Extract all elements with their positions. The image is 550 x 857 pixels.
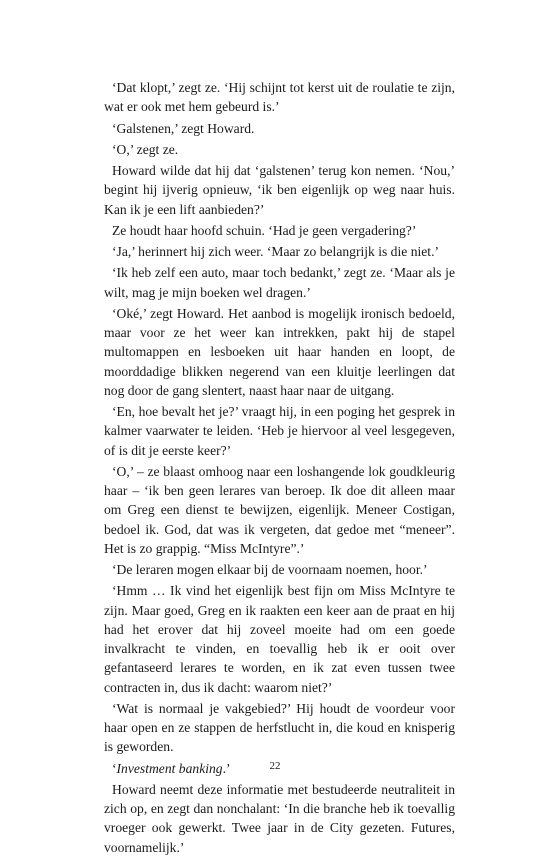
paragraph: ‘Ik heb zelf een auto, maar toch bedankt,’ zegt ze. ‘Maar als je wilt, mag je mijn boeken wel dragen.’: [104, 265, 455, 300]
paragraph: Ze houdt haar hoofd schuin. ‘Had je geen vergadering?’: [112, 222, 417, 238]
paragraph: ‘De leraren mogen elkaar bij de voornaam noemen, hoor.’: [112, 562, 428, 577]
paragraph: ‘Dat klopt,’ zegt ze. ‘Hij schijnt tot kerst uit de roulatie te zijn, wat er ook met hem gebeurd is.’: [104, 80, 455, 115]
paragraph-italic: ‘Investment banking.’: [112, 760, 231, 776]
paragraph: ‘En, hoe bevalt het je?’ vraagt hij, in een poging het gesprek in kalmer vaarwater te leiden. ‘Heb je hiervoor al veel lesgegeven, of is dit je eerste keer?’: [104, 404, 455, 458]
italic-phrase: Investment banking: [116, 760, 223, 776]
page-number: 22: [269, 760, 281, 772]
paragraph: ‘Ja,’ herinnert hij zich weer. ‘Maar zo belangrijk is die niet.’: [112, 244, 439, 259]
paragraph: Howard neemt deze informatie met bestudeerde neutraliteit in zich op, en zegt dan nonchalant: ‘In die branche heb ik toevallig vroeger ook gewerkt. Twee jaar in de City gezeten. Futures, voornamelijk.’: [104, 781, 455, 855]
paragraph: ‘O,’ zegt ze.: [112, 141, 179, 157]
body-text: [104, 76, 455, 857]
paragraph: ‘Galstenen,’ zegt Howard.: [112, 120, 255, 136]
paragraph: ‘Wat is normaal je vakgebied?’ Hij houdt de voordeur voor haar open en ze stappen de herfstlucht in, die koud en knisperig is geworden.: [104, 700, 455, 755]
paragraph: Howard wilde dat hij dat ‘galstenen’ terug kon nemen. ‘Nou,’ begint hij ijverig opnieuw, ‘ik ben eigenlijk op weg naar huis. Kan ik je een lift aanbieden?’: [104, 163, 455, 217]
paragraph: ‘Hmm … Ik vind het eigenlijk best fijn om Miss McIntyre te zijn. Maar goed, Greg en ik raakten een keer aan de praat en hij had het erover dat hij zoveel moeite had om een goede invalkracht te vinden, en toevallig heb ik er ooit over gefantaseerd lerares te worden, en ik zat even tussen twee contracten in, dus ik dacht: waarom niet?’: [104, 583, 455, 695]
paragraph: ‘O,’ – ze blaast omhoog naar een loshangende lok goudkleurig haar – ‘ik ben geen lerares van beroep. Ik doe dit alleen maar om Greg een dienst te bewijzen, eigenlijk. Meneer Costigan, bedoel ik. God, dat was ik vergeten, dat gedoe met “meneer”. Het is zo grappig. “Miss McIntyre”.’: [104, 463, 455, 556]
paragraph: ‘Oké,’ zegt Howard. Het aanbod is mogelijk ironisch bedoeld, maar voor ze het weer kan intrekken, pakt hij de stapel multomappen en lesboeken uit haar handen en loopt, de moorddadige blikken negerend van een kluitje leerlingen dat nog door de gang slentert, naast haar naar de uitgang.: [104, 305, 455, 398]
